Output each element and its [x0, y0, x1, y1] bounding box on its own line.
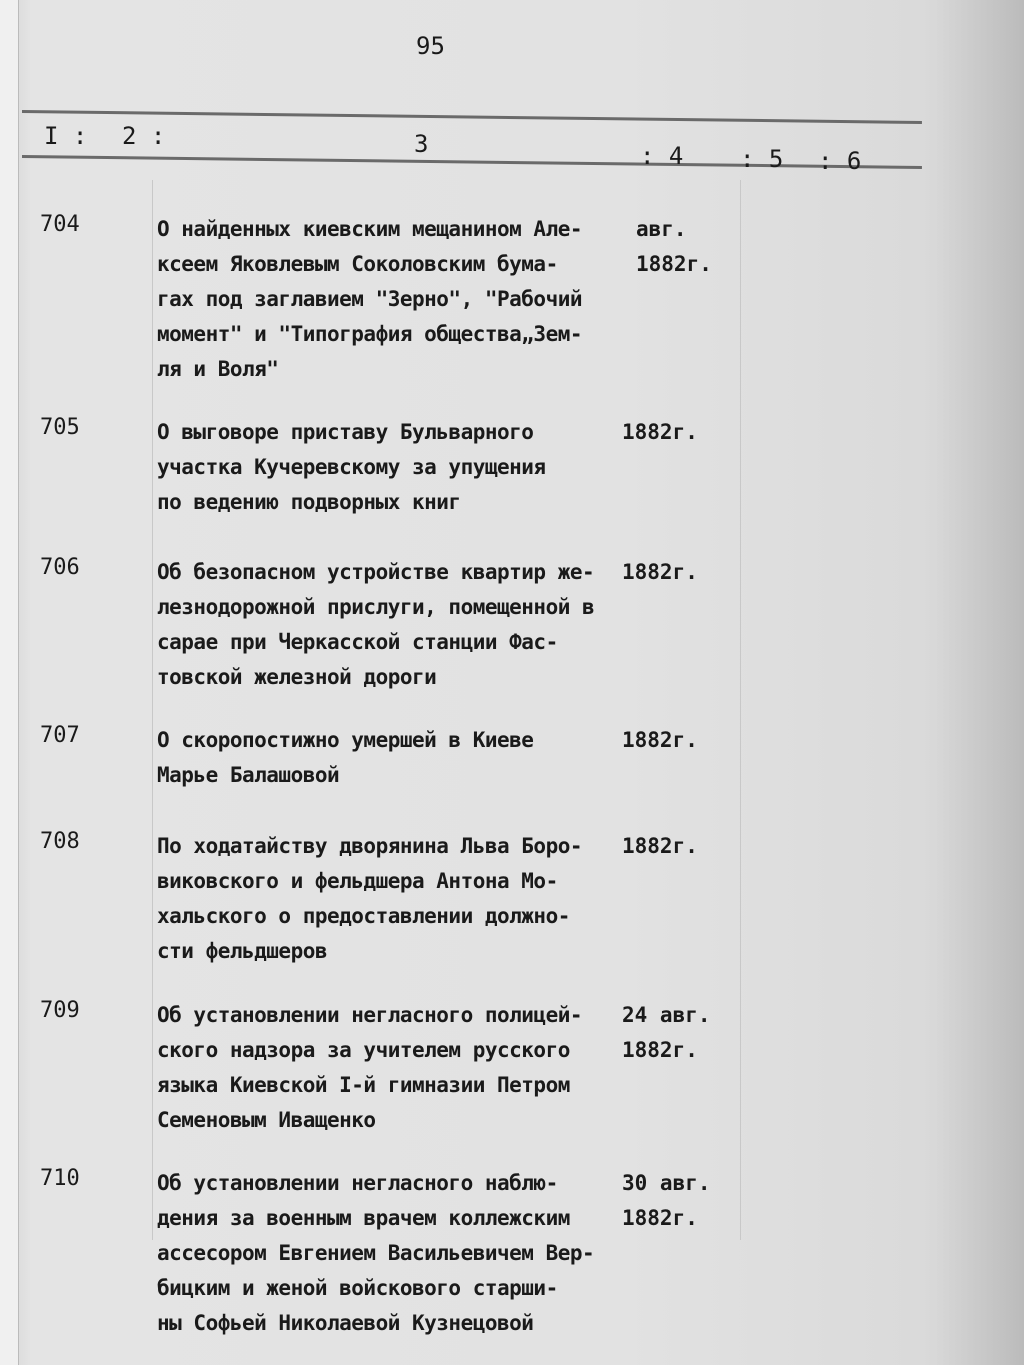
item-date: 1882г.: [622, 834, 698, 858]
header-rule-bottom: [22, 155, 922, 169]
item-title: О выговоре приставу Бульварного участка Кучеревскому за упущения по ведению подворных книг: [157, 420, 546, 514]
item-date: 30 авг. 1882г.: [622, 1171, 711, 1230]
column-divider: [152, 180, 153, 1240]
item-title: О найденных киевским мещанином Але- ксеем Яковлевым Соколовским бума- гах под заглавием "Зерно", "Рабочий момент" и "Типография общества„Зем- ля и Воля": [157, 217, 583, 381]
item-date: авг. 1882г.: [636, 217, 712, 276]
item-number: 705: [40, 415, 80, 440]
item-number: 710: [40, 1166, 80, 1191]
item-date: 1882г.: [622, 728, 698, 752]
column-divider: [740, 180, 741, 1240]
item-number: 706: [40, 555, 80, 580]
item-number: 704: [40, 212, 80, 237]
item-title: О скоропостижно умершей в Киеве Марье Балашовой: [157, 728, 534, 787]
item-date: 1882г.: [622, 420, 698, 444]
item-title: Об установлении негласного наблю- дения за военным врачем коллежским ассесором Евгением Васильевичем Вер- бицким и женой войскового старши- ны Софьей Николаевой Кузнецовой: [157, 1171, 595, 1335]
column-header-2: 2 :: [122, 122, 166, 150]
binding-edge: [0, 0, 19, 1365]
column-header-6: : 6: [818, 147, 862, 175]
column-header-3: 3: [414, 130, 429, 158]
item-title: По ходатайству дворянина Льва Боро- виковского и фельдшера Антона Мо- хальского о предоставлении должно- сти фельдшеров: [157, 834, 583, 963]
page-number: 95: [416, 32, 445, 60]
item-date: 1882г.: [622, 560, 698, 584]
item-title: Об безопасном устройстве квартир же- лезнодорожной прислуги, помещенной в сарае при Черкасской станции Фас- товской железной дороги: [157, 560, 595, 689]
item-number: 709: [40, 998, 80, 1023]
item-title: Об установлении негласного полицей- ского надзора за учителем русского языка Киевской I-й гимназии Петром Семеновым Иващенко: [157, 1003, 583, 1132]
item-number: 708: [40, 829, 80, 854]
column-header-5: : 5: [740, 145, 784, 173]
item-date: 24 авг. 1882г.: [622, 1003, 711, 1062]
page-shadow: [934, 0, 1024, 1365]
column-header-1: I :: [44, 122, 88, 150]
column-header-4: : 4: [640, 142, 684, 170]
item-number: 707: [40, 723, 80, 748]
